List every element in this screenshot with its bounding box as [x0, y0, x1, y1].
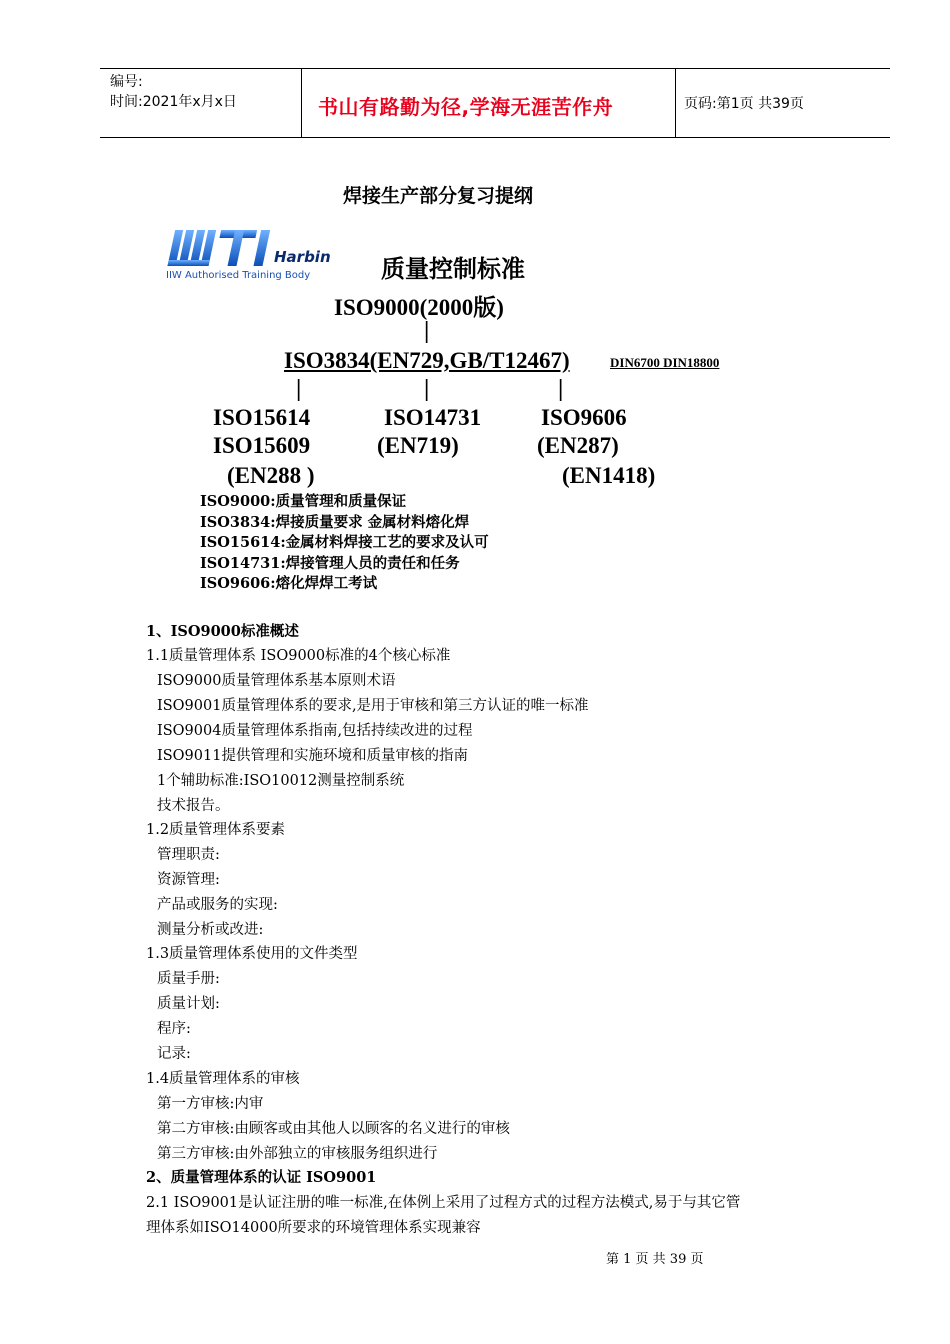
en288-node: (EN288 )	[227, 463, 315, 488]
body-line: 记录:	[157, 1046, 191, 1062]
body-line: 第二方审核:由顾客或由其他人以顾客的名义进行的审核	[157, 1121, 510, 1137]
body-line: 技术报告。	[157, 798, 230, 814]
en719-node: (EN719)	[377, 433, 459, 458]
definition-line: ISO9000:质量管理和质量保证	[200, 493, 407, 510]
body-line: ISO9004质量管理体系指南,包括持续改进的过程	[157, 723, 473, 739]
connector-line: |	[424, 318, 430, 344]
document-title: 焊接生产部分复习提纲	[343, 185, 534, 207]
header-page-code: 页码:第1页 共39页	[684, 96, 804, 112]
iso9000-node: ISO9000(2000版)	[334, 295, 504, 320]
body-line: 理体系如ISO14000所要求的环境管理体系实现兼容	[146, 1220, 481, 1236]
body-line: 1.1质量管理体系 ISO9000标准的4个核心标准	[146, 648, 451, 664]
connector-line: |	[424, 376, 430, 402]
body-line: 资源管理:	[157, 872, 220, 888]
body-line: 第三方审核:由外部独立的审核服务组织进行	[157, 1146, 438, 1162]
body-line: 第一方审核:内审	[157, 1096, 264, 1112]
header-time-label: 时间:2021年x月x日	[110, 94, 237, 110]
body-line: ISO9001质量管理体系的要求,是用于审核和第三方认证的唯一标准	[157, 698, 589, 714]
connector-line: |	[558, 376, 564, 402]
body-line: 1.4质量管理体系的审核	[146, 1071, 300, 1087]
header-number-label: 编号:	[110, 74, 143, 90]
body-line: 产品或服务的实现:	[157, 897, 278, 913]
en1418-node: (EN1418)	[562, 463, 656, 488]
body-line: 程序:	[157, 1021, 191, 1037]
en287-node: (EN287)	[537, 433, 619, 458]
definition-line: ISO3834:焊接质量要求 金属材料熔化焊	[200, 514, 470, 531]
body-line: 质量手册:	[157, 971, 220, 987]
body-line: 测量分析或改进:	[157, 922, 264, 938]
logo-tagline: IIW Authorised Training Body	[166, 270, 311, 281]
body-line: 质量计划:	[157, 996, 220, 1012]
iso3834-node: ISO3834(EN729,GB/T12467)	[284, 348, 570, 373]
body-line: 1.3质量管理体系使用的文件类型	[146, 946, 358, 962]
header-motto: 书山有路勤为径,学海无涯苦作舟	[318, 95, 614, 119]
body-line: 1.2质量管理体系要素	[146, 822, 286, 838]
body-line: 1个辅助标准:ISO10012测量控制系统	[157, 773, 405, 789]
body-line: ISO9000质量管理体系基本原则术语	[157, 673, 396, 689]
header-divider	[675, 69, 676, 137]
page-header	[100, 68, 890, 138]
iso14731-node: ISO14731	[384, 405, 482, 430]
quality-control-heading: 质量控制标准	[381, 254, 525, 283]
body-line: ISO9011提供管理和实施环境和质量审核的指南	[157, 748, 468, 764]
section-heading-1: 1、ISO9000标准概述	[146, 623, 299, 640]
iso15609-node: ISO15609	[213, 433, 311, 458]
iso15614-node: ISO15614	[213, 405, 311, 430]
body-line: 2.1 ISO9001是认证注册的唯一标准,在体例上采用了过程方式的过程方法模式,易于与其它管	[146, 1195, 741, 1211]
header-divider	[301, 69, 302, 137]
definition-line: ISO15614:金属材料焊接工艺的要求及认可	[200, 534, 489, 551]
connector-line: |	[296, 376, 302, 402]
body-line: 管理职责:	[157, 847, 220, 863]
iso9606-node: ISO9606	[541, 405, 627, 430]
page-footer: 第 1 页 共 39 页	[606, 1252, 704, 1267]
definition-line: ISO14731:焊接管理人员的责任和任务	[200, 555, 460, 572]
din-standards: DIN6700 DIN18800	[610, 355, 720, 370]
logo-city: Harbin	[274, 248, 331, 266]
section-heading-2: 2、质量管理体系的认证 ISO9001	[146, 1169, 377, 1186]
definition-line: ISO9606:熔化焊焊工考试	[200, 575, 378, 592]
wti-logo	[166, 226, 331, 284]
